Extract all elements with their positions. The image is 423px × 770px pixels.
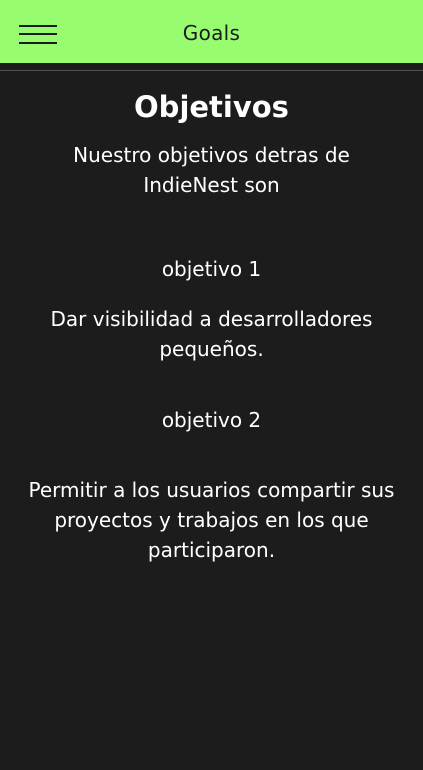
divider — [0, 70, 423, 71]
goal-2-label: objetivo 2 — [161, 408, 262, 432]
goal-1-text: Dar visibilidad a desarrolladores pequeños. — [50, 307, 373, 361]
app-bar — [0, 0, 423, 63]
intro-text: Nuestro objetivos detras de IndieNest son — [73, 143, 350, 197]
page-title: Objetivos — [134, 90, 289, 124]
goal-2-text: Permitir a los usuarios compartir sus proyectos y trabajos en los que participaron. — [28, 478, 395, 562]
goals-content — [0, 84, 423, 565]
app-bar-title: Goals — [182, 21, 241, 45]
goal-1-label: objetivo 1 — [161, 257, 262, 281]
